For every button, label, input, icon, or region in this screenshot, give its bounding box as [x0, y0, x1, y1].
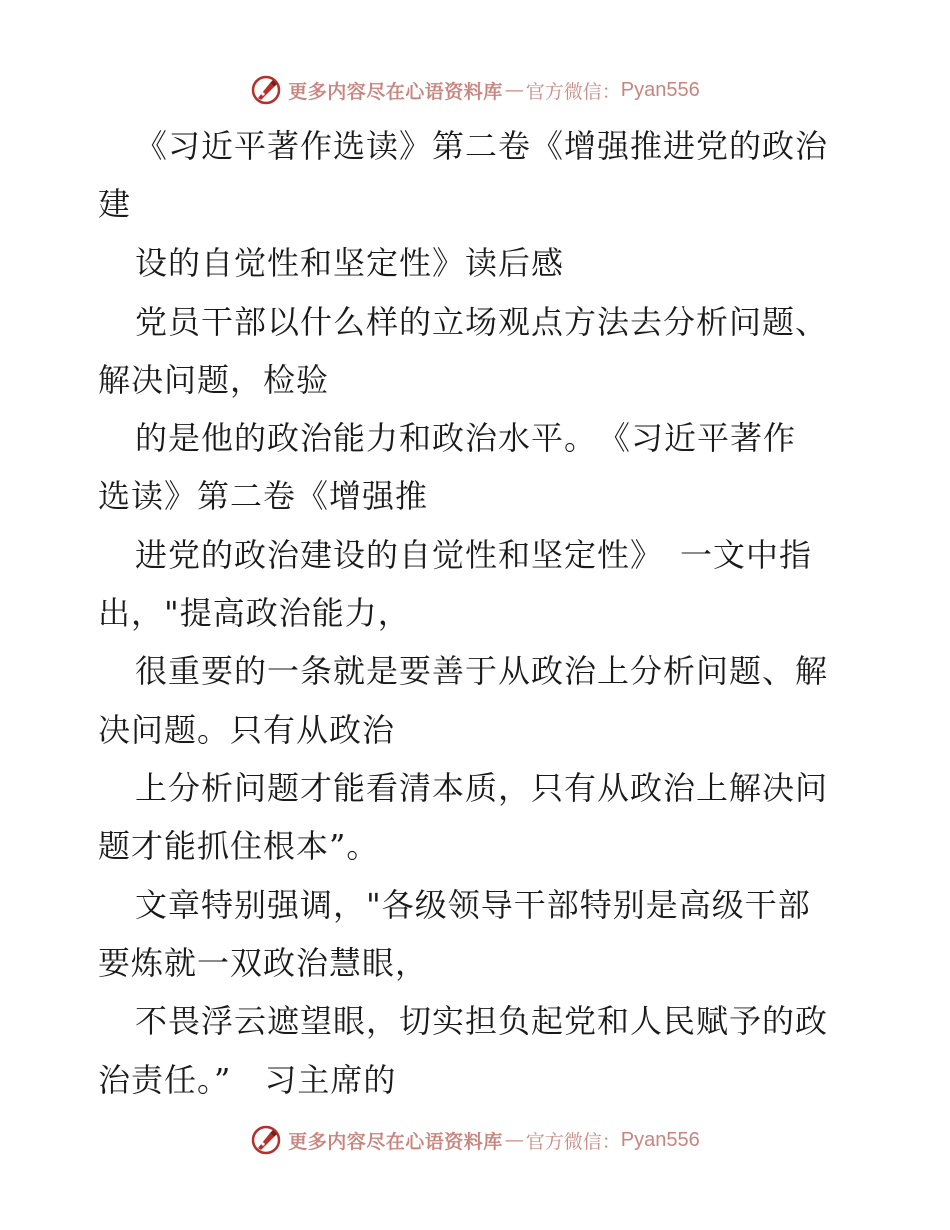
footer-separator: — [504, 1129, 524, 1151]
header-wechat-label: 官方微信： [525, 80, 621, 103]
paragraph-line: 出，"提高政治能力， [98, 594, 411, 632]
paragraph-line: 进党的政治建设的自觉性和坚定性》 一文中指 [135, 536, 813, 574]
paragraph-line: 党员干部以什么样的立场观点方法去分析问题、 [135, 303, 829, 341]
footer-wechat-label: 官方微信： [525, 1130, 621, 1153]
paragraph-line: 题才能抓住根本”。 [98, 827, 380, 865]
footer-banner [0, 1120, 950, 1160]
header-wechat-handle: Pyan556 [620, 78, 700, 101]
paragraph-line: 选读》第二卷《增强推 [98, 477, 429, 515]
header-separator: — [504, 79, 524, 101]
footer-brand-text: 更多内容尽在心语资料库 [288, 1130, 503, 1153]
footer-wechat-handle: Pyan556 [620, 1128, 700, 1151]
header-banner [0, 70, 950, 110]
paragraph-line: 决问题。只有从政治 [98, 711, 396, 749]
paragraph-line: 很重要的一条就是要善于从政治上分析问题、解 [135, 652, 829, 690]
paragraph-line: 治责任。” 习主席的 [98, 1061, 397, 1099]
paragraph-line: 解决问题，检验 [98, 361, 330, 399]
paragraph-line: 上分析问题才能看清本质，只有从政治上解决问 [135, 769, 829, 807]
paragraph-line: 要炼就一双政治慧眼， [98, 944, 429, 982]
title-line-2: 建 [98, 185, 132, 223]
paragraph-line: 不畏浮云遮望眼，切实担负起党和人民赋予的政 [135, 1002, 829, 1040]
pen-nib-logo-icon [250, 1124, 282, 1156]
paragraph-line: 文章特别强调，"各级领导干部特别是高级干部 [135, 886, 811, 924]
title-line-1: 《习近平著作选读》第二卷《增强推进党的政治 [135, 127, 829, 165]
header-brand-text: 更多内容尽在心语资料库 [288, 80, 503, 103]
pen-nib-logo-icon [250, 74, 282, 106]
title-line-3: 设的自觉性和坚定性》读后感 [135, 244, 565, 282]
paragraph-line: 的是他的政治能力和政治水平。 《习近平著作 [135, 419, 797, 457]
